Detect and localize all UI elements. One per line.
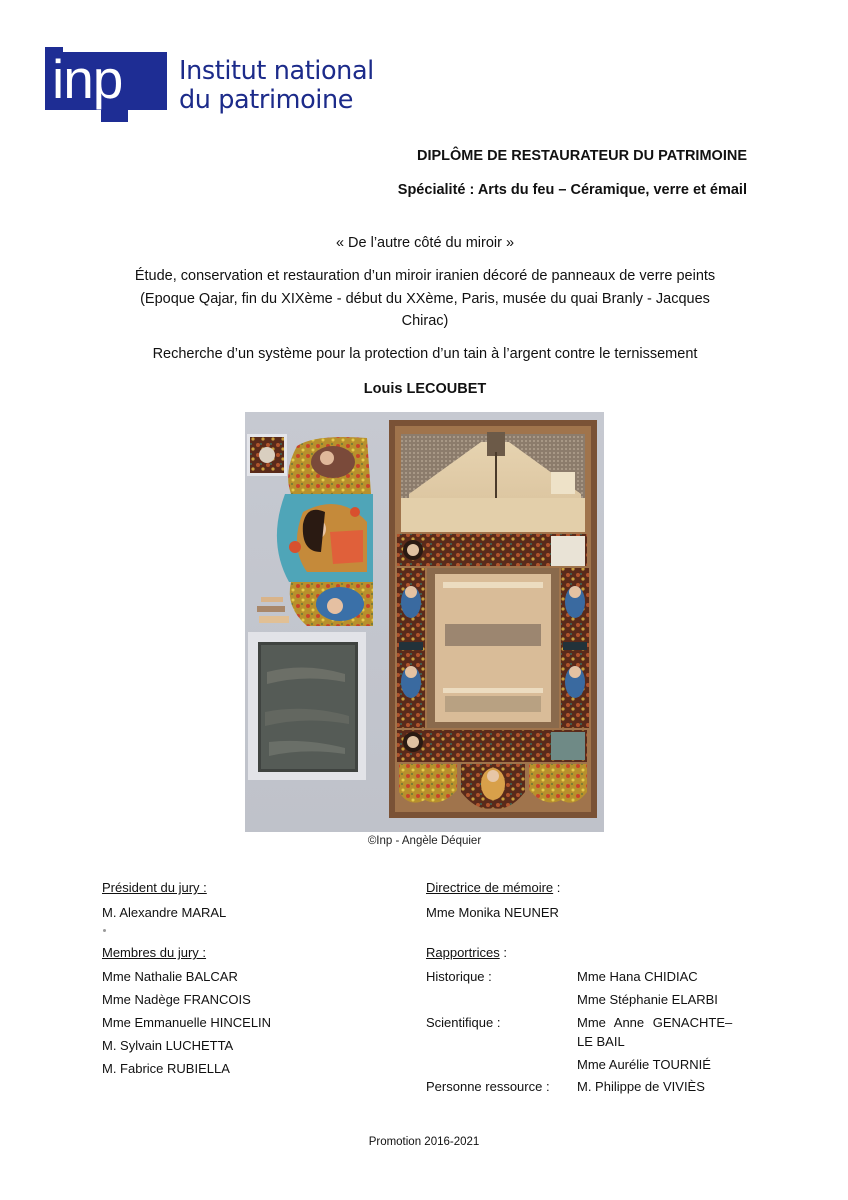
resource-label: Personne ressource : <box>426 1079 550 1094</box>
stray-dot <box>103 929 106 932</box>
speciality-title: Spécialité : Arts du feu – Céramique, verre et émail <box>397 182 747 198</box>
thesis-subtitle-line-2: (Epoque Qajar, fin du XIXème - début du XXème, Paris, musée du quai Branly - Jacques <box>140 290 710 307</box>
research-topic: Recherche d’un système pour la protection d’un tain à l’argent contre le ternissement <box>152 346 698 362</box>
reporters-heading <box>426 945 507 960</box>
jury-member: M. Fabrice RUBIELLA <box>102 1061 230 1076</box>
author <box>100 378 750 401</box>
mirror-illustration <box>245 412 604 832</box>
reporters-colon: : <box>499 945 507 960</box>
reporters-label: Rapportrices <box>426 945 500 960</box>
members-label: Membres du jury : <box>102 945 207 960</box>
promotion-years: Promotion 2016-2021 <box>368 1136 480 1148</box>
thesis-subtitle <box>100 265 750 333</box>
author-first-name: Louis <box>363 381 403 397</box>
president-label: Président du jury : <box>102 880 207 895</box>
reporter-name-continued: LE BAIL <box>577 1034 625 1049</box>
diploma-title: DIPLÔME DE RESTAURATEUR DU PATRIMOINE <box>416 148 747 164</box>
director-label: Directrice de mémoire <box>426 880 554 895</box>
director-heading <box>426 880 560 895</box>
thesis-subtitle-line-3: Chirac) <box>401 313 449 329</box>
photo-caption: ©Inp - Angèle Déquier <box>367 835 482 847</box>
jury-member: Mme Nathalie BALCAR <box>102 969 238 984</box>
jury-member: Mme Emmanuelle HINCELIN <box>102 1015 272 1030</box>
thesis-title: « De l’autre côté du miroir » <box>335 235 515 251</box>
reporter-name: Mme Hana CHIDIAC <box>577 969 698 984</box>
mirror-frame <box>389 420 597 818</box>
logo-line-2: du patrimoine <box>179 85 354 115</box>
fragment-small-square <box>247 434 287 476</box>
resource-name: M. Philippe de VIVIÈS <box>577 1079 705 1094</box>
author-last-name: LECOUBET <box>406 381 487 397</box>
reporter-role: Scientifique : <box>426 1015 501 1030</box>
reporter-name: Mme Anne GENACHTE– <box>577 1015 733 1030</box>
logo-line-1: Institut national <box>179 56 374 86</box>
thesis-subtitle-line-1: Étude, conservation et restauration d’un miroir iranien décoré de panneaux de verre peints <box>134 268 716 284</box>
reporter-name: Mme Stéphanie ELARBI <box>577 992 718 1007</box>
reporter-role: Historique : <box>426 969 492 984</box>
director-colon: : <box>553 880 561 895</box>
jury-member: Mme Nadège FRANCOIS <box>102 992 251 1007</box>
director-name: Mme Monika NEUNER <box>426 905 559 920</box>
reporter-name: Mme Aurélie TOURNIÉ <box>577 1057 711 1072</box>
tarnished-mirror-plate <box>248 632 366 780</box>
jury-member: M. Sylvain LUCHETTA <box>102 1038 234 1053</box>
logo-wordmark <box>179 57 374 115</box>
painted-glass-panels <box>277 437 373 626</box>
logo-abbreviation: inp <box>52 48 123 110</box>
president-name: M. Alexandre MARAL <box>102 905 227 920</box>
cover-photo <box>245 412 604 832</box>
